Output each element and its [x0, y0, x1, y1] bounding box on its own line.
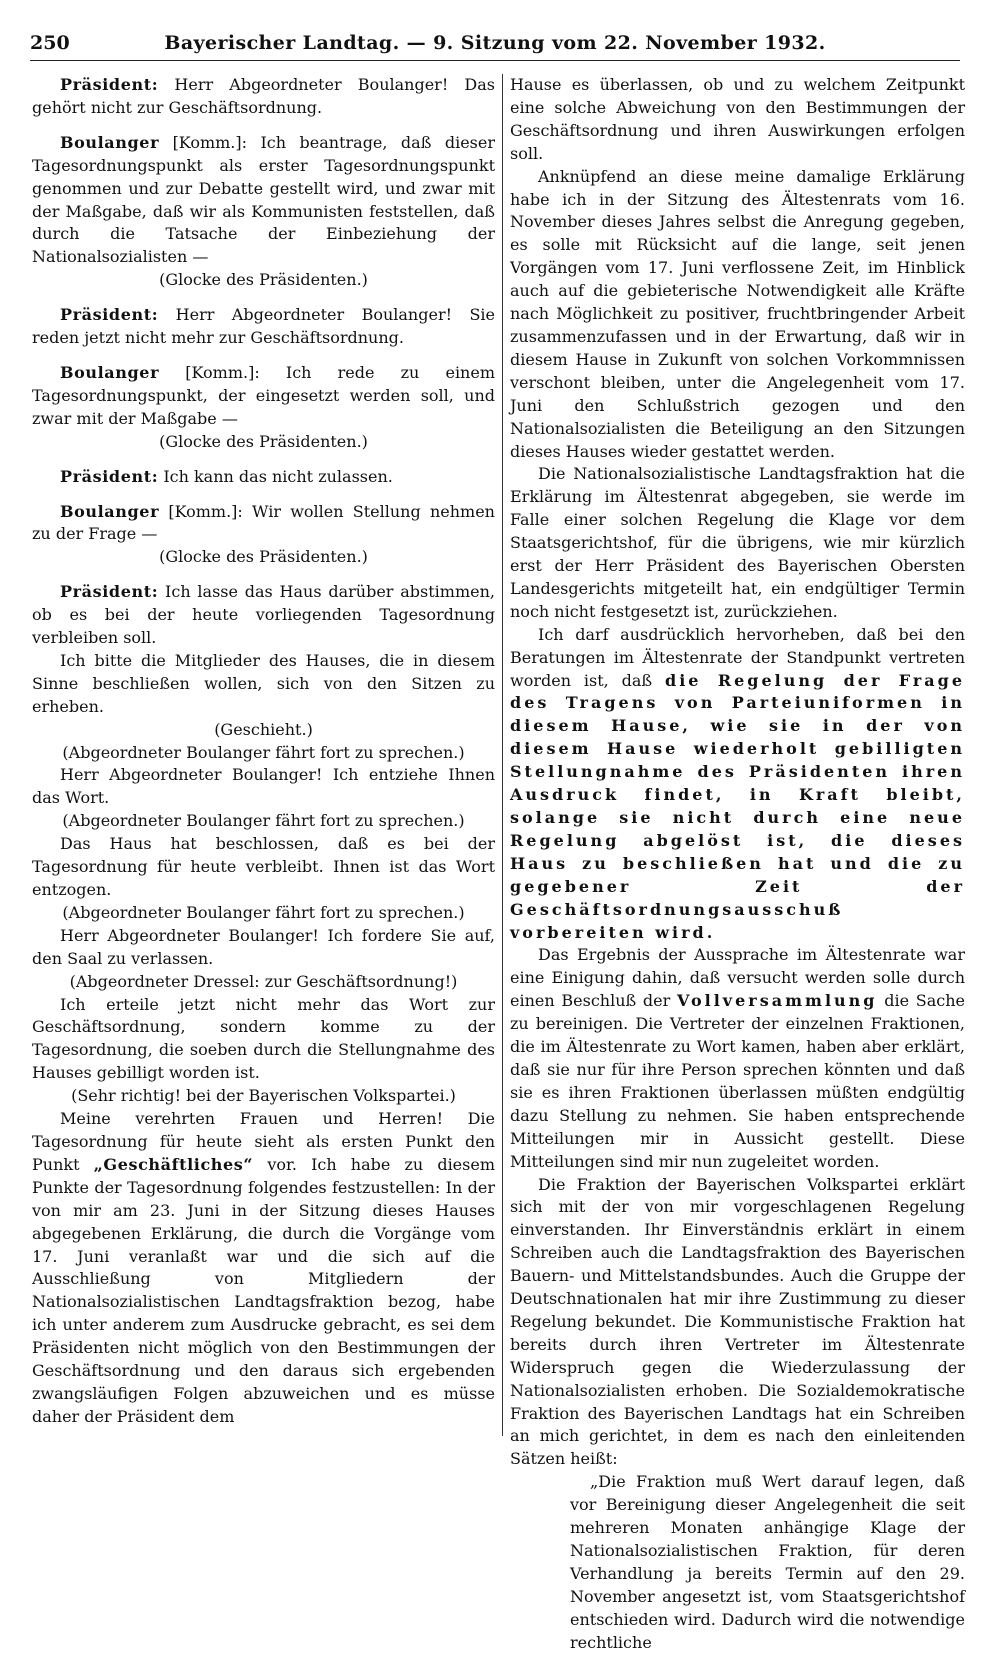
interjection: (Glocke des Präsidenten.): [159, 431, 368, 451]
paragraph-text: Meine verehrten Frauen und Herren! Die Tagesordnung für heute sieht als ersten Punkt den Punkt: [32, 1109, 495, 1174]
paragraph: Ich erteile jetzt nicht mehr das Wort zur Geschäftsordnung, sondern komme zu der Tagesordnung, die soeben durch die Stellungnahme des Hauses gebilligt worden ist.: [32, 994, 495, 1083]
column-divider: [502, 74, 503, 1436]
paragraph-text: Das Ergebnis der Aussprache im Ältestenrate war eine Einigung dahin, daß versucht werden solle durch einen Beschluß der: [510, 945, 965, 1011]
party-label: [Komm.]:: [185, 362, 260, 382]
paragraph: Hause es überlassen, ob und zu welchem Zeitpunkt eine solche Abweichung von den Bestimmungen der Geschäftsordnung und ihren Auswirkungen erfolgen soll.: [510, 75, 965, 163]
page-header: [30, 30, 960, 61]
speaker-name: Präsident:: [60, 305, 159, 325]
speaker-name: Boulanger: [60, 501, 160, 521]
interjection: (Abgeordneter Boulanger fährt fort zu sprechen.): [62, 902, 465, 922]
speaker-name: Präsident:: [60, 75, 159, 94]
speaker-name: Präsident:: [60, 466, 159, 486]
speech-paragraph: [32, 304, 495, 350]
speech-text: Ich kann das nicht zulassen.: [163, 466, 393, 486]
paragraph-text: vor. Ich habe zu diesem Punkte der Tagesordnung folgendes festzustellen: In der von mir am 23. Juni in der Sitzung dieses Hauses abgegebenen Erklärung, die durch die Vorgänge vom 17. Juni veranlaßt war und die sich auf die Ausschließung von Mitgliedern der Nationalsozialistischen Landtagsfraktion bezog, habe ich unter anderem zum Ausdrucke gebracht, es sei dem Präsidenten nicht möglich von den Bestimmungen der Geschäftsordnung und den daraus sich ergebenden zwangsläufigen Folgen abzuweichen und es müsse daher der Präsident dem: [32, 1154, 496, 1426]
speaker-name: Präsident:: [60, 582, 159, 602]
speech-paragraph: [32, 501, 495, 547]
paragraph: [510, 944, 965, 1173]
running-title: Bayerischer Landtag. — 9. Sitzung vom 22. November 1932.: [164, 32, 826, 54]
speaker-name: Boulanger: [60, 132, 160, 152]
interjection: (Glocke des Präsidenten.): [159, 547, 368, 567]
interjection: (Abgeordneter Boulanger fährt fort zu sprechen.): [62, 742, 465, 762]
speech-paragraph: [32, 132, 495, 269]
speech-text: Herr Abgeordneter Boulanger! Sie reden jetzt nicht mehr zur Geschäftsordnung.: [32, 305, 495, 348]
party-label: [Komm.]:: [172, 132, 248, 152]
paragraph-text: Ich darf ausdrücklich hervorheben, daß bei den Beratungen im Ältestenrate der Standpunkt vertreten worden ist, daß: [510, 624, 965, 690]
speech-paragraph: [32, 466, 495, 489]
speech-text: Ich beantrage, daß dieser Tagesordnungspunkt als erster Tagesordnungspunkt genommen und zur Debatte gestellt wird, und zwar mit der Maßgabe, daß wir als Kommunisten feststellen, daß durch die Tatsache der Einbeziehung der Nationalsozialisten —: [32, 132, 495, 267]
speech-paragraph: [32, 581, 495, 650]
paragraph: Die Nationalsozialistische Landtagsfraktion hat die Erklärung im Ältestenrat abgegeben, sie werde im Falle einer solchen Regelung die Klage vor dem Staatsgerichtshof, für die übrigens, wie mir kürzlich erst der Herr Präsident des Bayerischen Obersten Landesgerichts mitgeteilt hat, ein endgültiger Termin noch nicht festgesetzt ist, zurückziehen.: [510, 464, 965, 621]
speech-paragraph: [32, 362, 495, 431]
speaker-name: Boulanger: [60, 362, 160, 382]
emphasized-text: die Regelung der Frage des Tragens von Parteiuniformen in diesem Hause, wie sie in der von diesem Hause wiederholt gebilligten Stellungnahme des Präsidenten ihren Ausdruck findet, in Kraft bleibt, solange sie nicht durch eine neue Regelung abgelöst ist, die dieses Haus zu beschließen hat und die zu gegebener Zeit der Geschäftsordnungsausschuß vorbereiten wird.: [510, 670, 965, 942]
speech-text: Herr Abgeordneter Boulanger! Das gehört nicht zur Geschäftsordnung.: [32, 75, 495, 117]
paragraph: Die Fraktion der Bayerischen Volkspartei erklärt sich mit der von mir vorgeschlagenen Regelung einverstanden. Ihr Einverständnis erklärt in einem Schreiben auch die Landtagsfraktion des Bayerischen Bauern- und Mittelstandsbundes. Auch die Gruppe der Deutschnationalen hat mir ihre Zustimmung zu dieser Regelung bekundet. Die Kommunistische Fraktion hat bereits durch ihren Vertreter im Ältestenrate Widerspruch gegen die Wiederzulassung der Nationalsozialisten erhoben. Die Sozialdemokratische Fraktion des Bayerischen Landtags hat ein Schreiben an mich gerichtet, in dem es nach den einleitenden Sätzen heißt:: [510, 1174, 965, 1469]
paragraph: Anknüpfend an diese meine damalige Erklärung habe ich in der Sitzung des Ältestenrats vom 16. November dieses Jahres selbst die Anregung gegeben, es solle mit Rücksicht auf die lange, seit jenen Vorgängen vom 17. Juni verflossene Zeit, im Hinblick auch auf die gebieterische Notwendigkeit alle Kräfte nach Möglichkeit zu positiver, fruchtbringender Arbeit zusammenzufassen und in der Erwartung, daß wir in diesem Hause in Zukunft von solchen Vorkommnissen verschont bleiben, unter die Angelegenheit vom 17. Juni den Schlußstrich gezogen und den Nationalsozialisten die Beteiligung an den Sitzungen dieses Hauses wieder gestattet werden.: [510, 166, 965, 461]
left-column: [32, 74, 495, 1436]
interjection: (Glocke des Präsidenten.): [159, 270, 368, 290]
interjection: (Geschieht.): [214, 719, 313, 739]
interjection: (Abgeordneter Boulanger fährt fort zu sprechen.): [62, 811, 465, 831]
interjection: (Sehr richtig! bei der Bayerischen Volkspartei.): [71, 1086, 456, 1106]
interjection: (Abgeordneter Dressel: zur Geschäftsordnung!): [69, 971, 458, 991]
paragraph-text: die Sache zu bereinigen. Die Vertreter der einzelnen Fraktionen, die im Ältestenrate zu Wort kamen, haben aber erklärt, daß sie nur für ihre Person sprechen könnten und daß sie es ihren Fraktionen überlassen müßten endgültig dazu Stellung zu nehmen. Sie haben entsprechende Mitteilungen mir in Aussicht gestellt. Diese Mitteilungen sind mir nun zugeleitet worden.: [510, 991, 966, 1171]
paragraph: [510, 624, 965, 945]
block-quote: „Die Fraktion muß Wert darauf legen, daß vor Bereinigung dieser Angelegenheit die seit mehreren Monaten anhängige Klage der Nationalsozialistischen Fraktion, für deren Verhandlung ja bereits Termin auf den 29. November angesetzt ist, vom Staatsgerichtshof entschieden wird. Dadurch wird die notwendige rechtliche: [570, 1472, 965, 1652]
speech-text: Ich rede zu einem Tagesordnungspunkt, der eingesetzt werden soll, und zwar mit der Maßgabe —: [32, 362, 496, 428]
speech-text: Ich lasse das Haus darüber abstimmen, ob es bei der heute vorliegenden Tagesordnung verbleiben soll.: [32, 582, 495, 648]
paragraph: Das Haus hat beschlossen, daß es bei der Tagesordnung für heute verbleibt. Ihnen ist das Wort entzogen.: [32, 834, 495, 899]
speech-text: Wir wollen Stellung nehmen zu der Frage —: [32, 501, 495, 544]
paragraph: Ich bitte die Mitglieder des Hauses, die in diesem Sinne beschließen wollen, sich von den Sitzen zu erheben.: [32, 650, 495, 716]
agenda-item-title: „Geschäftliches“: [93, 1154, 254, 1174]
party-label: [Komm.]:: [168, 501, 243, 521]
emphasized-text: Vollversammlung: [677, 991, 878, 1011]
page-number: 250: [30, 32, 70, 54]
paragraph: Herr Abgeordneter Boulanger! Ich fordere Sie auf, den Saal zu verlassen.: [32, 925, 495, 968]
speech-paragraph: [32, 74, 495, 120]
paragraph: Herr Abgeordneter Boulanger! Ich entziehe Ihnen das Wort.: [32, 765, 495, 808]
right-column: [510, 74, 966, 1652]
paragraph: [32, 1108, 495, 1429]
